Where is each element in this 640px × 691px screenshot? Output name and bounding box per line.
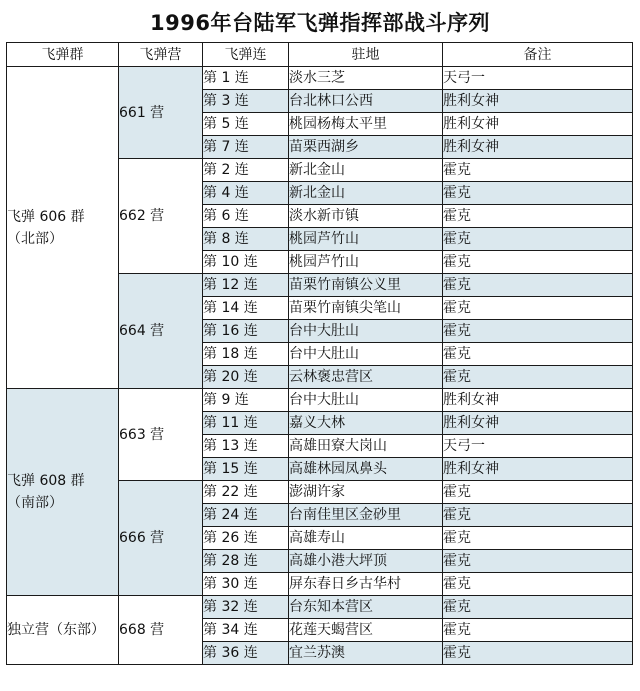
location-cell: 高雄田寮大岗山 bbox=[289, 435, 443, 458]
location-cell: 台中大肚山 bbox=[289, 320, 443, 343]
note-cell: 霍克 bbox=[443, 205, 633, 228]
location-cell: 澎湖许家 bbox=[289, 481, 443, 504]
battalion-cell: 661 营 bbox=[119, 67, 203, 159]
order-of-battle-table bbox=[6, 42, 633, 665]
battalion-cell: 668 营 bbox=[119, 596, 203, 665]
note-cell: 胜利女神 bbox=[443, 90, 633, 113]
group-cell bbox=[7, 67, 119, 389]
company-cell: 第 13 连 bbox=[203, 435, 289, 458]
location-cell: 屏东春日乡古华村 bbox=[289, 573, 443, 596]
location-cell: 台北林口公西 bbox=[289, 90, 443, 113]
location-cell: 苗栗西湖乡 bbox=[289, 136, 443, 159]
note-cell: 霍克 bbox=[443, 228, 633, 251]
header-location: 驻地 bbox=[289, 43, 443, 67]
battalion-cell: 662 营 bbox=[119, 159, 203, 274]
group-cell bbox=[7, 596, 119, 665]
company-cell: 第 7 连 bbox=[203, 136, 289, 159]
company-cell: 第 2 连 bbox=[203, 159, 289, 182]
table-row bbox=[7, 596, 633, 619]
company-cell: 第 14 连 bbox=[203, 297, 289, 320]
company-cell: 第 28 连 bbox=[203, 550, 289, 573]
group-name: 飞弹 608 群 bbox=[7, 473, 85, 489]
company-cell: 第 10 连 bbox=[203, 251, 289, 274]
location-cell: 淡水新市镇 bbox=[289, 205, 443, 228]
location-cell: 台南佳里区金砂里 bbox=[289, 504, 443, 527]
note-cell: 天弓一 bbox=[443, 435, 633, 458]
note-cell: 霍克 bbox=[443, 343, 633, 366]
company-cell: 第 12 连 bbox=[203, 274, 289, 297]
note-cell: 胜利女神 bbox=[443, 412, 633, 435]
company-cell: 第 6 连 bbox=[203, 205, 289, 228]
note-cell: 霍克 bbox=[443, 481, 633, 504]
battalion-cell: 663 营 bbox=[119, 389, 203, 481]
company-cell: 第 34 连 bbox=[203, 619, 289, 642]
note-cell: 霍克 bbox=[443, 527, 633, 550]
group-cell bbox=[7, 389, 119, 596]
company-cell: 第 18 连 bbox=[203, 343, 289, 366]
location-cell: 桃园芦竹山 bbox=[289, 251, 443, 274]
company-cell: 第 24 连 bbox=[203, 504, 289, 527]
note-cell: 天弓一 bbox=[443, 67, 633, 90]
note-cell: 霍克 bbox=[443, 596, 633, 619]
note-cell: 霍克 bbox=[443, 573, 633, 596]
location-cell: 高雄寿山 bbox=[289, 527, 443, 550]
table-row bbox=[7, 389, 633, 412]
note-cell: 霍克 bbox=[443, 320, 633, 343]
note-cell: 胜利女神 bbox=[443, 136, 633, 159]
company-cell: 第 20 连 bbox=[203, 366, 289, 389]
company-cell: 第 26 连 bbox=[203, 527, 289, 550]
header-group: 飞弹群 bbox=[7, 43, 119, 67]
location-cell: 花莲天蝎营区 bbox=[289, 619, 443, 642]
note-cell: 霍克 bbox=[443, 366, 633, 389]
company-cell: 第 9 连 bbox=[203, 389, 289, 412]
header-row bbox=[7, 43, 633, 67]
location-cell: 新北金山 bbox=[289, 182, 443, 205]
location-cell: 新北金山 bbox=[289, 159, 443, 182]
header-note: 备注 bbox=[443, 43, 633, 67]
page-title: 1996年台陆军飞弹指挥部战斗序列 bbox=[150, 11, 490, 35]
company-cell: 第 22 连 bbox=[203, 481, 289, 504]
battalion-cell: 664 营 bbox=[119, 274, 203, 389]
location-cell: 宜兰苏澳 bbox=[289, 642, 443, 665]
company-cell: 第 5 连 bbox=[203, 113, 289, 136]
table-row bbox=[7, 67, 633, 90]
company-cell: 第 1 连 bbox=[203, 67, 289, 90]
group-region: （南部） bbox=[7, 495, 63, 511]
note-cell: 霍克 bbox=[443, 297, 633, 320]
note-cell: 胜利女神 bbox=[443, 389, 633, 412]
location-cell: 云林褒忠营区 bbox=[289, 366, 443, 389]
header-battalion: 飞弹营 bbox=[119, 43, 203, 67]
location-cell: 苗栗竹南镇公义里 bbox=[289, 274, 443, 297]
group-name: 飞弹 606 群 bbox=[7, 208, 85, 225]
note-cell: 霍克 bbox=[443, 550, 633, 573]
battalion-cell: 666 营 bbox=[119, 481, 203, 596]
location-cell: 淡水三芝 bbox=[289, 67, 443, 90]
company-cell: 第 15 连 bbox=[203, 458, 289, 481]
location-cell: 台东知本营区 bbox=[289, 596, 443, 619]
company-cell: 第 3 连 bbox=[203, 90, 289, 113]
note-cell: 霍克 bbox=[443, 274, 633, 297]
location-cell: 苗栗竹南镇尖笔山 bbox=[289, 297, 443, 320]
note-cell: 霍克 bbox=[443, 642, 633, 665]
company-cell: 第 4 连 bbox=[203, 182, 289, 205]
note-cell: 霍克 bbox=[443, 619, 633, 642]
location-cell: 台中大肚山 bbox=[289, 343, 443, 366]
company-cell: 第 8 连 bbox=[203, 228, 289, 251]
note-cell: 胜利女神 bbox=[443, 113, 633, 136]
location-cell: 桃园芦竹山 bbox=[289, 228, 443, 251]
group-name: 独立营（东部） bbox=[7, 622, 105, 638]
note-cell: 胜利女神 bbox=[443, 458, 633, 481]
location-cell: 台中大肚山 bbox=[289, 389, 443, 412]
company-cell: 第 11 连 bbox=[203, 412, 289, 435]
header-company: 飞弹连 bbox=[203, 43, 289, 67]
location-cell: 高雄小港大坪顶 bbox=[289, 550, 443, 573]
note-cell: 霍克 bbox=[443, 159, 633, 182]
company-cell: 第 36 连 bbox=[203, 642, 289, 665]
group-region: （北部） bbox=[7, 230, 63, 247]
company-cell: 第 30 连 bbox=[203, 573, 289, 596]
note-cell: 霍克 bbox=[443, 504, 633, 527]
location-cell: 嘉义大林 bbox=[289, 412, 443, 435]
note-cell: 霍克 bbox=[443, 182, 633, 205]
location-cell: 高雄林园凤鼻头 bbox=[289, 458, 443, 481]
company-cell: 第 32 连 bbox=[203, 596, 289, 619]
company-cell: 第 16 连 bbox=[203, 320, 289, 343]
location-cell: 桃园杨梅太平里 bbox=[289, 113, 443, 136]
note-cell: 霍克 bbox=[443, 251, 633, 274]
